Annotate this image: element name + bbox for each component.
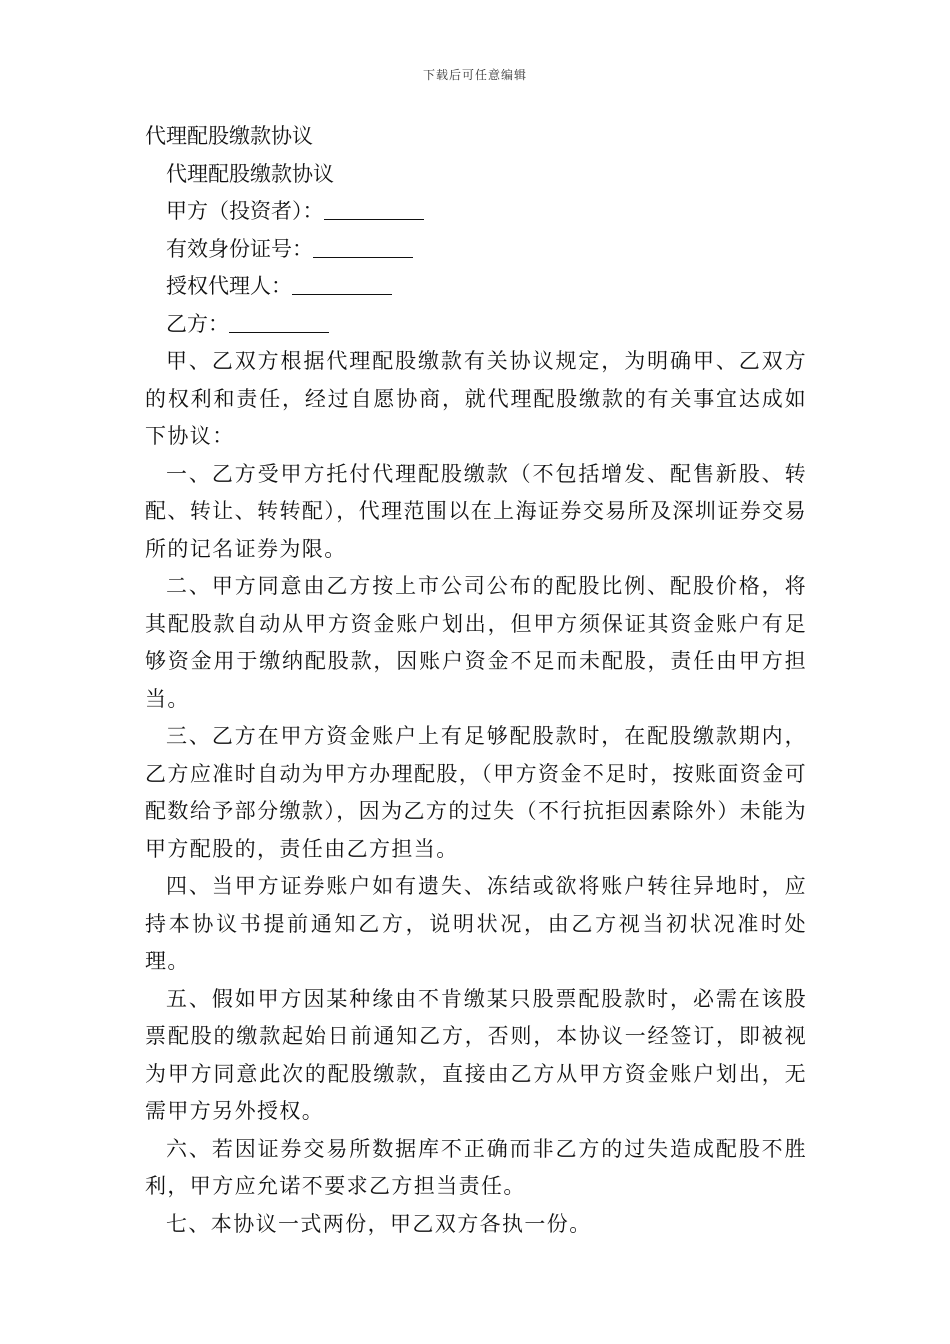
party-a-blank-line [324,218,424,220]
id-number-field [145,231,807,269]
header-note: 下载后可任意编辑 [422,68,527,82]
clause-2: 二、甲方同意由乙方按上市公司公布的配股比例、配股价格，将其配股款自动从甲方资金账户划出，但甲方须保证其资金账户有足够资金用于缴纳配股款，因账户资金不足而未配股，责任由甲方担当。 [145,574,807,711]
clause-1: 一、乙方受甲方托付代理配股缴款（不包括增发、配售新股、转配、转让、转转配），代理范围以在上海证券交易所及深圳证券交易所的记名证券为限。 [145,461,807,561]
clause-6: 六、若因证券交易所数据库不正确而非乙方的过失造成配股不胜利，甲方应允诺不要求乙方担当责任。 [145,1136,807,1198]
agent-blank-line [292,293,392,295]
party-b-label: 乙方： [166,311,229,336]
party-b-field [145,306,807,344]
clause-3: 三、乙方在甲方资金账户上有足够配股款时，在配股缴款期内，乙方应准时自动为甲方办理配股，（甲方资金不足时，按账面资金可配数给予部分缴款），因为乙方的过失（不行抗拒因素除外）未能为甲方配股的，责任由乙方担当。 [145,724,807,861]
document-title: 代理配股缴款协议 [145,124,313,148]
clause-5: 五、假如甲方因某种缘由不肯缴某只股票配股款时，必需在该股票配股的缴款起始日前通知乙方，否则，本协议一经签订，即被视为甲方同意此次的配股缴款，直接由乙方从甲方资金账户划出，无需甲方另外授权。 [145,986,807,1123]
id-number-label: 有效身份证号： [166,236,313,261]
agent-field [145,268,807,306]
document-body [145,118,807,1243]
party-a-field [145,193,807,231]
clause-7: 七、本协议一式两份，甲乙双方各执一份。 [166,1211,592,1236]
clause-4: 四、当甲方证券账户如有遗失、冻结或欲将账户转往异地时，应持本协议书提前通知乙方，说明状况，由乙方视当初状况准时处理。 [145,874,807,973]
id-number-blank-line [313,256,413,258]
agent-label: 授权代理人： [166,274,292,298]
party-a-label: 甲方（投资者）： [166,199,324,223]
document-subtitle: 代理配股缴款协议 [166,161,334,186]
party-b-blank-line [229,331,329,333]
intro-paragraph: 甲、乙双方根据代理配股缴款有关协议规定，为明确甲、乙双方的权利和责任，经过自愿协商，就代理配股缴款的有关事宜达成如下协议： [145,349,807,448]
